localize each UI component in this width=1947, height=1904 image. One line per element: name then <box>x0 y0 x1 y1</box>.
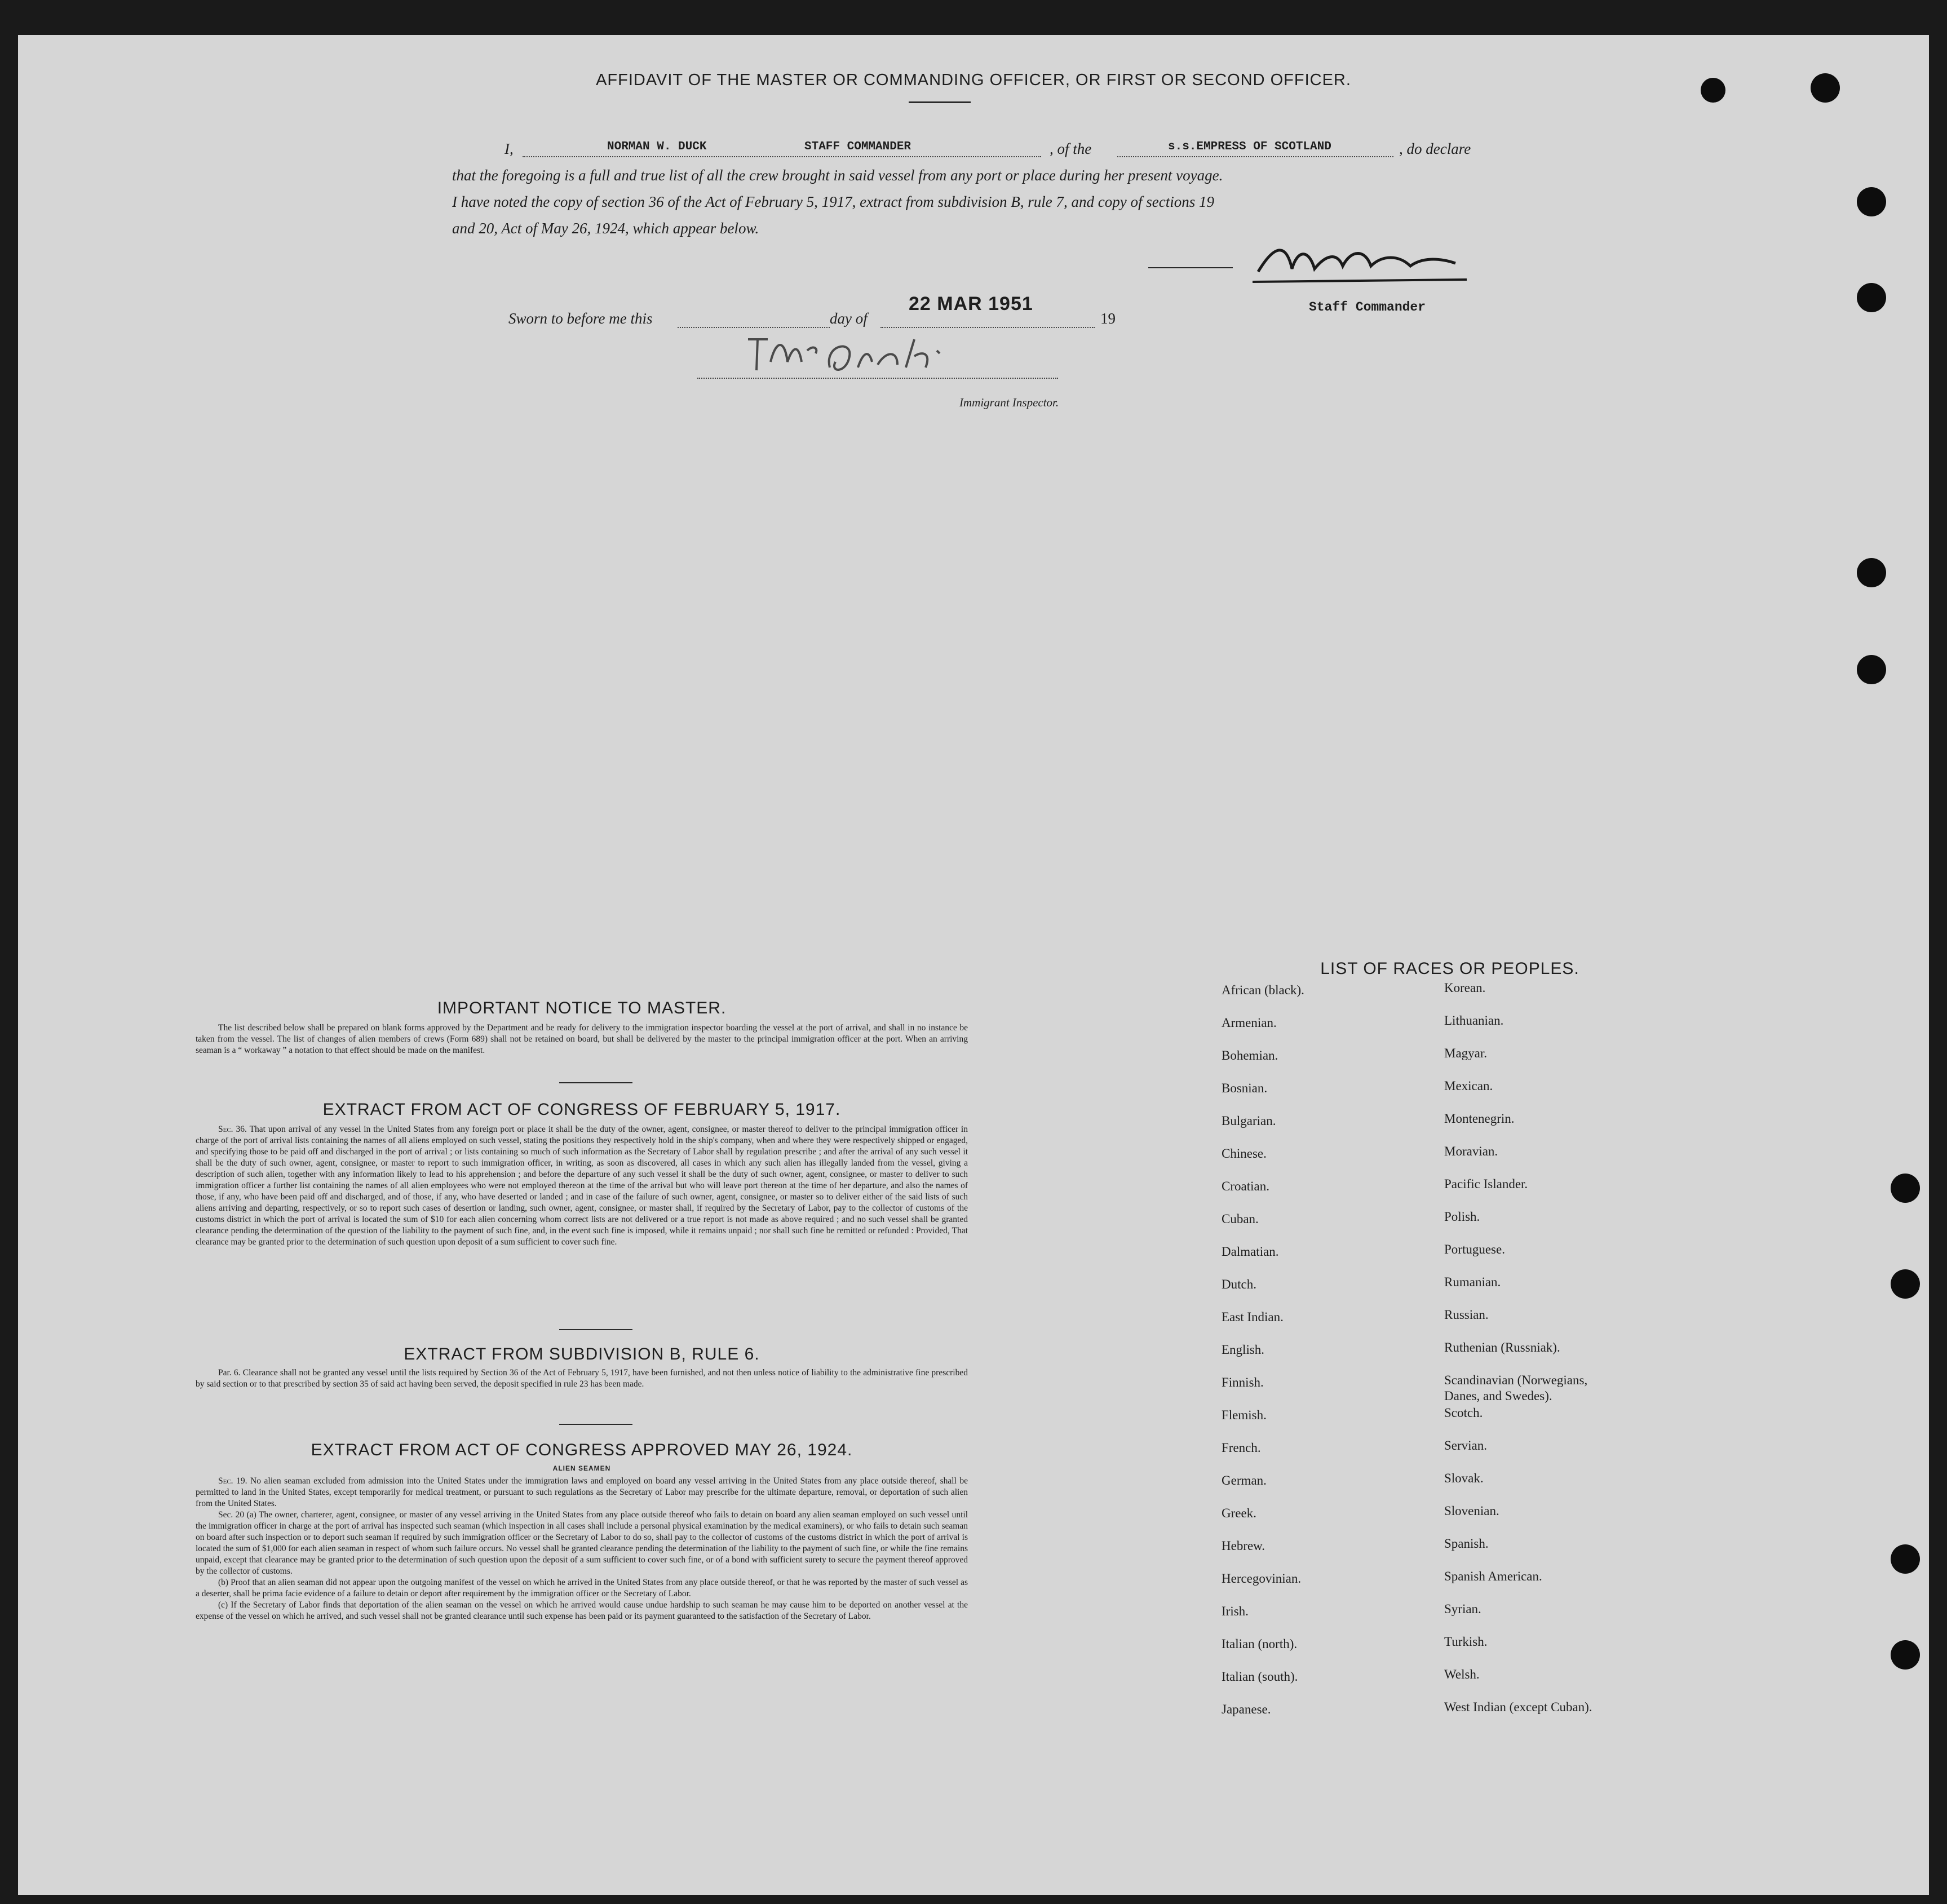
year-prefix: 19 <box>1100 310 1116 327</box>
section-text: The owner, charterer, agent, consignee, or master of any vessel arriving in the United States from any place outside thereof who fails to detain on board any alien seaman employed on such vessel until the immigration officer in charge at the port of arrival has inspected such seaman (which inspection in all cases shall include a personal physical examination by the medical examiners), or who fails to detain such seaman on board after such inspection or to deport such seaman if required by such immigration officer or the Secretary of Labor to do so, shall pay to the collector of customs of the customs district in which the port of arrival is located the sum of $1,000 for each alien seaman in respect of whom such failure occurs. No vessel shall be granted clearance pending the determination of the liability to the payment of such fine, or while the fine remains unpaid, except that clearance may be granted prior to the determination of such question upon the deposit of a sum sufficient to cover such fine, or of a bond with sufficient surety to secure the payment thereof approved by the collector of customs. <box>196 1510 968 1576</box>
race-item: Flemish. <box>1222 1408 1267 1422</box>
section-label: Sec. 19. <box>218 1476 247 1486</box>
affidavit-i: I, <box>505 140 514 157</box>
affidavit-line-3: I have noted the copy of section 36 of the Act of February 5, 1917, extract from subdivision B, rule 7, and copy of sections 19 <box>452 193 1214 210</box>
document-page <box>18 35 1929 1895</box>
affidavit-title: AFFIDAVIT OF THE MASTER OR COMMANDING OFFICER, OR FIRST OR SECOND OFFICER. <box>596 71 1351 89</box>
race-item: Japanese. <box>1222 1702 1271 1716</box>
race-item: Spanish. <box>1444 1537 1489 1551</box>
races-right-column <box>1444 981 1698 1764</box>
race-item: Portuguese. <box>1444 1242 1505 1256</box>
day-of-label: day of <box>830 310 868 327</box>
race-item: Dalmatian. <box>1222 1245 1279 1259</box>
extract-1924-subtitle: ALIEN SEAMEN <box>552 1464 611 1472</box>
race-item: Polish. <box>1444 1210 1480 1224</box>
race-item: Hebrew. <box>1222 1539 1265 1553</box>
race-item: Irish. <box>1222 1604 1249 1618</box>
of-the-label: , of the <box>1050 140 1092 157</box>
race-item: West Indian (except Cuban). <box>1444 1700 1592 1714</box>
race-item: Pacific Islander. <box>1444 1177 1528 1191</box>
race-item: Ruthenian (Russniak). <box>1444 1340 1560 1354</box>
sworn-day-field <box>678 310 830 328</box>
race-item: Rumanian. <box>1444 1275 1501 1289</box>
notice-paragraph: The list described below shall be prepared on blank forms approved by the Department and be ready for delivery to the immigration inspector boarding the vessel at the port of arrival, and shall in no instance be taken from the vessel. The list of changes of alien members of crews (Form 689) shall not be retained on board, but shall be delivered by the master to the principal immigration officer at the port. When an arriving seaman is a “ workaway ” a notation to that effect should be made on the manifest. <box>196 1023 968 1055</box>
race-item: Dutch. <box>1222 1277 1256 1291</box>
extract-1917-paragraph <box>196 1124 968 1248</box>
punch-hole <box>1891 1640 1920 1670</box>
race-item: Moravian. <box>1444 1144 1498 1158</box>
signatory-title: Staff Commander <box>1309 300 1426 315</box>
race-item: Montenegrin. <box>1444 1112 1515 1126</box>
punch-hole <box>1891 1174 1920 1203</box>
race-item: English. <box>1222 1343 1265 1357</box>
officer-name-field <box>523 139 1041 157</box>
punch-hole <box>1891 1544 1920 1574</box>
punch-hole <box>1857 283 1886 312</box>
race-item: Mexican. <box>1444 1079 1493 1093</box>
race-item: Danes, and Swedes). <box>1444 1389 1552 1403</box>
race-item: Bosnian. <box>1222 1081 1268 1095</box>
notice-title: IMPORTANT NOTICE TO MASTER. <box>437 999 727 1017</box>
race-item: Croatian. <box>1222 1179 1269 1193</box>
section-label: Sec. 20 (a) <box>218 1510 256 1520</box>
sec-20c-paragraph: (c) If the Secretary of Labor finds that deportation of the alien seaman on the vessel on which he arrived would cause undue hardship to such seaman he may cause him to be deported on another vessel at the expense of the vessel on which he arrived, and such vessel shall not be granted clearance until such expense has been paid or its payment guaranteed to the satisfaction of the Secretary of Labor. <box>196 1600 968 1621</box>
date-stamp: 22 MAR 1951 <box>909 293 1033 315</box>
race-item: Turkish. <box>1444 1635 1488 1649</box>
race-item: Spanish American. <box>1444 1569 1542 1583</box>
race-item: Italian (north). <box>1222 1637 1298 1651</box>
extract-1917-text <box>196 1124 968 1248</box>
signature-line <box>1148 267 1233 268</box>
race-item: East Indian. <box>1222 1310 1284 1324</box>
race-item: Chinese. <box>1222 1146 1267 1161</box>
punch-hole <box>1857 187 1886 216</box>
section-label: Sec. 36. <box>218 1124 247 1134</box>
inspector-signature <box>745 328 948 381</box>
section-text: That upon arrival of any vessel in the United States from any foreign port or place it shall be the duty of the owner, agent, consignee, or master thereof to deliver to the principal immigration officer in charge of the port of arrival lists containing the names of all aliens employed on such vessel, stating the positions they respectively hold in the ship's company, when and where they were respectively shipped or engaged, and specifying those to be paid off and discharged in the port of arrival ; or lists containing so much of such information as the Secretary of Labor shall by regulation prescribe ; and after the arrival of any such vessel it shall be the duty of such owner, agent, consignee, or master to report to such immigration officer, in writing, as soon as discovered, all cases in which any such alien has illegally landed from the vessel, giving a description of such alien, together with any information likely to lead to his apprehension ; and before the departure of any such vessel it shall be the duty of such owner, agent, consignee, or master to deliver to such immigration officer a further list containing the names of all alien employees who were not employed thereon at the time of the arrival but who will leave port thereon at the time of her departure, and also the names of those, if any, who have been paid off and discharged, and of those, if any, who have deserted or landed ; and in case of the failure of such owner, agent, consignee, or master so to deliver either of the said lists of such aliens arriving and departing, respectively, or so to report such cases of desertion or landing, such owner, agent, consignee, or master shall, if required by the Secretary of Labor, pay to the collector of customs of the customs district in which the port of arrival is located the sum of $10 for each alien concerning whom correct lists are not delivered or a true report is not made as above required ; and no such vessel shall be granted clearance pending the determination of the question of the liability to the payment of such fine, and, in the event such fine is imposed, while it remains unpaid ; nor shall such fine be remitted or refunded : Provided, That clearance may be granted prior to the determination of such question upon deposit of a sum sufficient to cover such fine. <box>196 1124 968 1247</box>
vessel-name: s.s.EMPRESS OF SCOTLAND <box>1168 140 1331 153</box>
divider <box>909 101 971 103</box>
race-item: Hercegovinian. <box>1222 1571 1302 1586</box>
inspector-label: Immigrant Inspector. <box>959 396 1059 409</box>
race-item: Scotch. <box>1444 1406 1483 1420</box>
race-item: Armenian. <box>1222 1016 1277 1030</box>
race-item: Cuban. <box>1222 1212 1259 1226</box>
races-title: LIST OF RACES OR PEOPLES. <box>1320 959 1579 978</box>
divider <box>559 1329 632 1330</box>
race-item: Finnish. <box>1222 1375 1264 1389</box>
punch-hole <box>1701 78 1725 103</box>
punch-hole <box>1891 1269 1920 1299</box>
race-item: Lithuanian. <box>1444 1013 1504 1028</box>
sec-20a-paragraph <box>196 1509 968 1577</box>
notice-text <box>196 1022 968 1056</box>
race-item: Servian. <box>1444 1438 1488 1453</box>
sworn-date-field <box>880 293 1095 328</box>
affidavit-line-4: and 20, Act of May 26, 1924, which appear below. <box>452 220 759 237</box>
vessel-field <box>1117 139 1393 157</box>
race-item: French. <box>1222 1441 1261 1455</box>
race-item: Scandinavian (Norwegians, <box>1444 1373 1588 1387</box>
sec-19-paragraph <box>196 1476 968 1509</box>
extract-1924-title: EXTRACT FROM ACT OF CONGRESS APPROVED MAY 26, 1924. <box>311 1441 853 1459</box>
race-item: Greek. <box>1222 1506 1256 1520</box>
race-item: Magyar. <box>1444 1046 1488 1060</box>
divider <box>559 1082 632 1083</box>
race-item: Korean. <box>1444 981 1486 995</box>
races-left-column <box>1222 983 1447 1761</box>
section-text: No alien seaman excluded from admission into the United States under the immigration laws and employed on board any vessel arriving in the United States from any place outside thereof, shall be permitted to land in the United States, except temporarily for medical treatment, or pursuant to such regulations as the Secretary of Labor may prescribe for the ultimate departure, removal, or deportation of such alien from the United States. <box>196 1476 968 1508</box>
race-item: Slovak. <box>1444 1471 1484 1485</box>
race-item: Slovenian. <box>1444 1504 1499 1518</box>
race-item: Bulgarian. <box>1222 1114 1276 1128</box>
subdivision-paragraph: Par. 6. Clearance shall not be granted any vessel until the lists required by Section 36 of the Act of February 5, 1917, have been furnished, and not then unless notice of liability to the administrative fine prescribed by said section or to that prescribed by section 35 of said act having been served, the deposit specified in rule 23 has been made. <box>196 1368 968 1389</box>
subdivision-title: EXTRACT FROM SUBDIVISION B, RULE 6. <box>404 1345 760 1363</box>
officer-name: NORMAN W. DUCK <box>607 140 707 153</box>
affidavit-line-2: that the foregoing is a full and true list of all the crew brought in said vessel from any port or place during her present voyage. <box>452 167 1223 184</box>
sworn-label: Sworn to before me this <box>508 310 653 327</box>
punch-hole <box>1857 558 1886 587</box>
race-item: Syrian. <box>1444 1602 1481 1616</box>
subdivision-text <box>196 1367 968 1390</box>
extract-1917-title: EXTRACT FROM ACT OF CONGRESS OF FEBRUARY 5, 1917. <box>322 1100 841 1119</box>
extract-1924-text <box>196 1476 968 1622</box>
race-item: Russian. <box>1444 1308 1489 1322</box>
officer-rank: STAFF COMMANDER <box>804 140 911 153</box>
race-item: African (black). <box>1222 983 1304 997</box>
race-item: Bohemian. <box>1222 1048 1278 1062</box>
divider <box>559 1424 632 1425</box>
master-signature <box>1253 238 1467 296</box>
punch-hole <box>1857 655 1886 684</box>
punch-hole <box>1811 73 1840 103</box>
race-item: German. <box>1222 1473 1267 1487</box>
race-item: Welsh. <box>1444 1667 1480 1681</box>
sec-20b-paragraph: (b) Proof that an alien seaman did not appear upon the outgoing manifest of the vessel on which he arrived in the United States from any place outside thereof, or that he was reported by the master of such vessel as a deserter, shall be prima facie evidence of a failure to detain or deport after requirement by the immigration officer or the Secretary of Labor. <box>196 1578 968 1599</box>
race-item: Italian (south). <box>1222 1670 1298 1684</box>
declare-label: , do declare <box>1399 140 1471 157</box>
